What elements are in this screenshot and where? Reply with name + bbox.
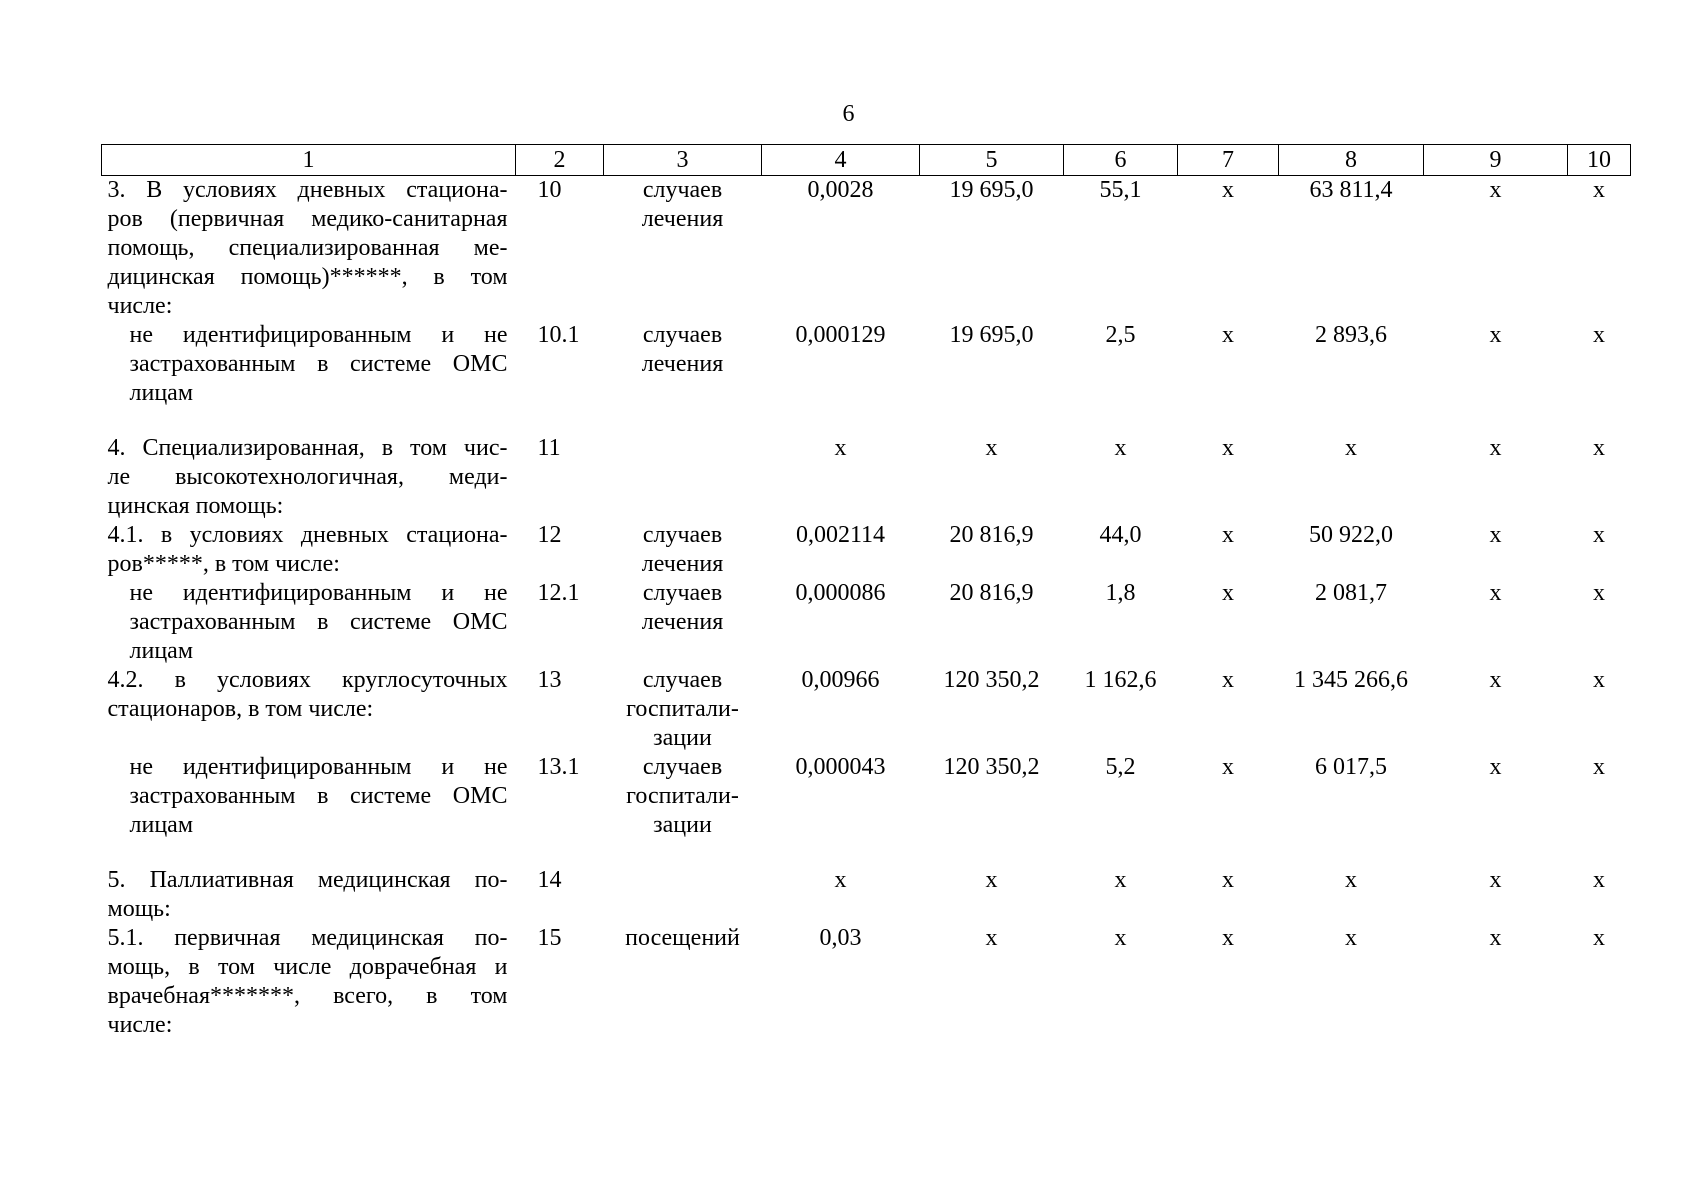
- row-name-line: лицам: [129, 380, 194, 406]
- row-value-c7: х: [1222, 867, 1234, 893]
- row-value-c9: х: [1489, 667, 1502, 693]
- row-code: 13.1: [537, 754, 580, 780]
- row-name: [102, 176, 516, 322]
- row-value-c6: х: [1114, 435, 1127, 461]
- row-value-c6: 5,2: [1105, 754, 1136, 780]
- row-unit: [604, 924, 762, 1040]
- row-value-c6: 55,1: [1099, 177, 1142, 203]
- table-row: [102, 866, 1631, 924]
- row-value-c8: 2 893,6: [1315, 322, 1387, 348]
- row-name-line: 4.1. в условиях дневных стациона-: [107, 522, 508, 548]
- table-row: [102, 521, 1631, 579]
- header-row: [102, 145, 1631, 176]
- column-header: 4: [762, 145, 920, 176]
- row-value-c6: 2,5: [1105, 322, 1136, 348]
- row-unit-line: случаев: [642, 667, 723, 693]
- row-value-c5: 20 816,9: [949, 580, 1034, 606]
- row-name-line: цинская помощь:: [107, 493, 284, 519]
- row-value-c10: х: [1593, 580, 1605, 606]
- row-value-c7: х: [1222, 580, 1234, 606]
- row-unit: [604, 866, 762, 924]
- row-value-c8: 50 922,0: [1309, 522, 1393, 548]
- row-unit: [604, 434, 762, 521]
- row-unit: [604, 753, 762, 840]
- row-name: [102, 666, 516, 753]
- row-code: 10: [537, 177, 562, 203]
- row-value-c7: х: [1222, 177, 1234, 203]
- table-row: [102, 176, 1631, 322]
- row-unit-line: госпитали-: [626, 783, 739, 809]
- row-value-c5: х: [985, 435, 998, 461]
- row-value-c4: 0,000086: [795, 580, 886, 606]
- row-name-line: застрахованным в системе ОМС: [129, 351, 508, 377]
- row-unit-line: лечения: [641, 206, 724, 232]
- row-name-line: не идентифицированным и не: [129, 322, 508, 348]
- row-value-c9: х: [1489, 754, 1502, 780]
- row-value-c9: х: [1489, 322, 1502, 348]
- row-value-c8: х: [1345, 925, 1357, 951]
- row-value-c5: 19 695,0: [949, 177, 1034, 203]
- column-header: 3: [604, 145, 762, 176]
- column-header: 10: [1568, 145, 1631, 176]
- row-unit-line: посещений: [625, 925, 740, 951]
- table-row: [102, 666, 1631, 753]
- row-value-c10: х: [1593, 177, 1605, 203]
- row-unit-line: зации: [653, 725, 712, 751]
- row-name-line: застрахованным в системе ОМС: [129, 783, 508, 809]
- column-header: 9: [1424, 145, 1568, 176]
- row-spacer: [102, 840, 1631, 866]
- row-name-line: ров*****, в том числе:: [107, 551, 340, 577]
- row-code: 15: [537, 925, 562, 951]
- row-unit: [604, 176, 762, 322]
- row-value-c4: х: [834, 867, 847, 893]
- row-name: [102, 434, 516, 521]
- row-value-c5: 120 350,2: [943, 667, 1040, 693]
- column-header: 6: [1064, 145, 1178, 176]
- row-name-line: мощь, в том числе доврачебная и: [107, 954, 508, 980]
- row-unit-line: случаев: [642, 322, 723, 348]
- row-name-line: врачебная*******, всего, в том: [107, 983, 508, 1009]
- row-name-line: числе:: [107, 293, 173, 319]
- row-value-c4: 0,000043: [795, 754, 886, 780]
- row-unit-line: случаев: [642, 522, 723, 548]
- row-value-c5: 20 816,9: [949, 522, 1034, 548]
- column-header: 1: [102, 145, 516, 176]
- row-code: 10.1: [537, 322, 580, 348]
- row-code: 12: [537, 522, 562, 548]
- row-name-line: лицам: [129, 812, 194, 838]
- table-row: [102, 579, 1631, 666]
- table-body: [102, 176, 1631, 1041]
- column-header: 5: [920, 145, 1064, 176]
- row-name-line: 5.1. первичная медицинская по-: [107, 925, 508, 951]
- row-value-c9: х: [1489, 580, 1502, 606]
- row-value-c9: х: [1489, 177, 1502, 203]
- row-name: [102, 924, 516, 1040]
- row-unit-line: лечения: [641, 351, 724, 377]
- row-unit: [604, 666, 762, 753]
- row-name-line: стационаров, в том числе:: [107, 696, 374, 722]
- row-value-c10: х: [1593, 667, 1605, 693]
- row-value-c8: х: [1345, 435, 1357, 461]
- row-value-c10: х: [1593, 867, 1605, 893]
- table-row: [102, 753, 1631, 840]
- row-name-line: 4. Специализированная, в том чис-: [107, 435, 508, 461]
- row-spacer: [102, 408, 1631, 434]
- row-name-line: числе:: [107, 1012, 173, 1038]
- row-value-c7: х: [1222, 435, 1234, 461]
- row-value-c10: х: [1593, 925, 1605, 951]
- row-value-c8: 63 811,4: [1309, 177, 1393, 203]
- row-unit-line: случаев: [642, 580, 723, 606]
- row-value-c5: х: [985, 925, 998, 951]
- row-unit-line: зации: [653, 812, 712, 838]
- row-value-c6: х: [1114, 867, 1127, 893]
- row-value-c9: х: [1489, 925, 1502, 951]
- row-name-line: застрахованным в системе ОМС: [129, 609, 508, 635]
- row-value-c9: х: [1489, 435, 1502, 461]
- row-unit: [604, 579, 762, 666]
- row-unit-line: госпитали-: [626, 696, 739, 722]
- row-value-c4: 0,00966: [801, 667, 880, 693]
- row-unit: [604, 521, 762, 579]
- row-code: 13: [537, 667, 562, 693]
- row-value-c9: х: [1489, 867, 1502, 893]
- row-name-line: мощь:: [107, 896, 171, 922]
- row-value-c4: х: [834, 435, 847, 461]
- row-name: [102, 521, 516, 579]
- column-header: 7: [1178, 145, 1279, 176]
- row-value-c5: 19 695,0: [949, 322, 1034, 348]
- row-value-c8: 6 017,5: [1315, 754, 1387, 780]
- row-name-line: не идентифицированным и не: [129, 754, 508, 780]
- row-unit-line: случаев: [642, 177, 723, 203]
- row-value-c5: 120 350,2: [943, 754, 1040, 780]
- row-name-line: лицам: [129, 638, 194, 664]
- column-header: 2: [516, 145, 604, 176]
- row-name-line: 3. В условиях дневных стациона-: [107, 177, 508, 203]
- row-value-c9: х: [1489, 522, 1502, 548]
- row-value-c10: х: [1593, 754, 1605, 780]
- row-value-c6: 1 162,6: [1084, 667, 1157, 693]
- table-row: [102, 321, 1631, 408]
- row-name-line: ле высокотехнологичная, меди-: [107, 464, 508, 490]
- row-unit-line: лечения: [641, 551, 724, 577]
- row-name-line: не идентифицированным и не: [129, 580, 508, 606]
- row-value-c7: х: [1222, 322, 1234, 348]
- row-name-line: 4.2. в условиях круглосуточных: [107, 667, 508, 693]
- row-value-c4: 0,000129: [795, 322, 886, 348]
- row-value-c7: х: [1222, 667, 1234, 693]
- row-value-c8: 1 345 266,6: [1294, 667, 1408, 693]
- row-value-c10: х: [1593, 322, 1605, 348]
- row-name-line: 5. Паллиативная медицинская по-: [107, 867, 508, 893]
- row-value-c8: х: [1345, 867, 1357, 893]
- data-table: [101, 144, 1631, 1040]
- row-code: 11: [537, 435, 561, 461]
- row-value-c4: 0,002114: [795, 522, 886, 548]
- row-name: [102, 321, 516, 408]
- column-header: 8: [1279, 145, 1424, 176]
- row-value-c8: 2 081,7: [1315, 580, 1387, 606]
- row-value-c5: х: [985, 867, 998, 893]
- row-name: [102, 579, 516, 666]
- row-name-line: ров (первичная медико-санитарная: [107, 206, 508, 232]
- row-code: 12.1: [537, 580, 580, 606]
- row-name-line: помощь, специализированная ме-: [107, 235, 508, 261]
- row-name-line: дицинская помощь)******, в том: [107, 264, 508, 290]
- row-value-c4: 0,03: [819, 925, 862, 951]
- row-code: 14: [537, 867, 562, 893]
- row-spacer-cell: [102, 840, 1631, 866]
- row-value-c10: х: [1593, 522, 1605, 548]
- row-value-c4: 0,0028: [807, 177, 874, 203]
- row-value-c6: 1,8: [1105, 580, 1136, 606]
- row-value-c10: х: [1593, 435, 1605, 461]
- row-value-c7: х: [1222, 522, 1234, 548]
- row-name: [102, 866, 516, 924]
- row-value-c7: х: [1222, 925, 1234, 951]
- page-number: 6: [842, 101, 855, 127]
- row-unit-line: лечения: [641, 609, 724, 635]
- row-spacer-cell: [102, 408, 1631, 434]
- row-value-c7: х: [1222, 754, 1234, 780]
- row-unit: [604, 321, 762, 408]
- row-name: [102, 753, 516, 840]
- table-row: [102, 434, 1631, 521]
- row-unit-line: случаев: [642, 754, 723, 780]
- table-row: [102, 924, 1631, 1040]
- row-value-c6: 44,0: [1099, 522, 1142, 548]
- row-value-c6: х: [1114, 925, 1127, 951]
